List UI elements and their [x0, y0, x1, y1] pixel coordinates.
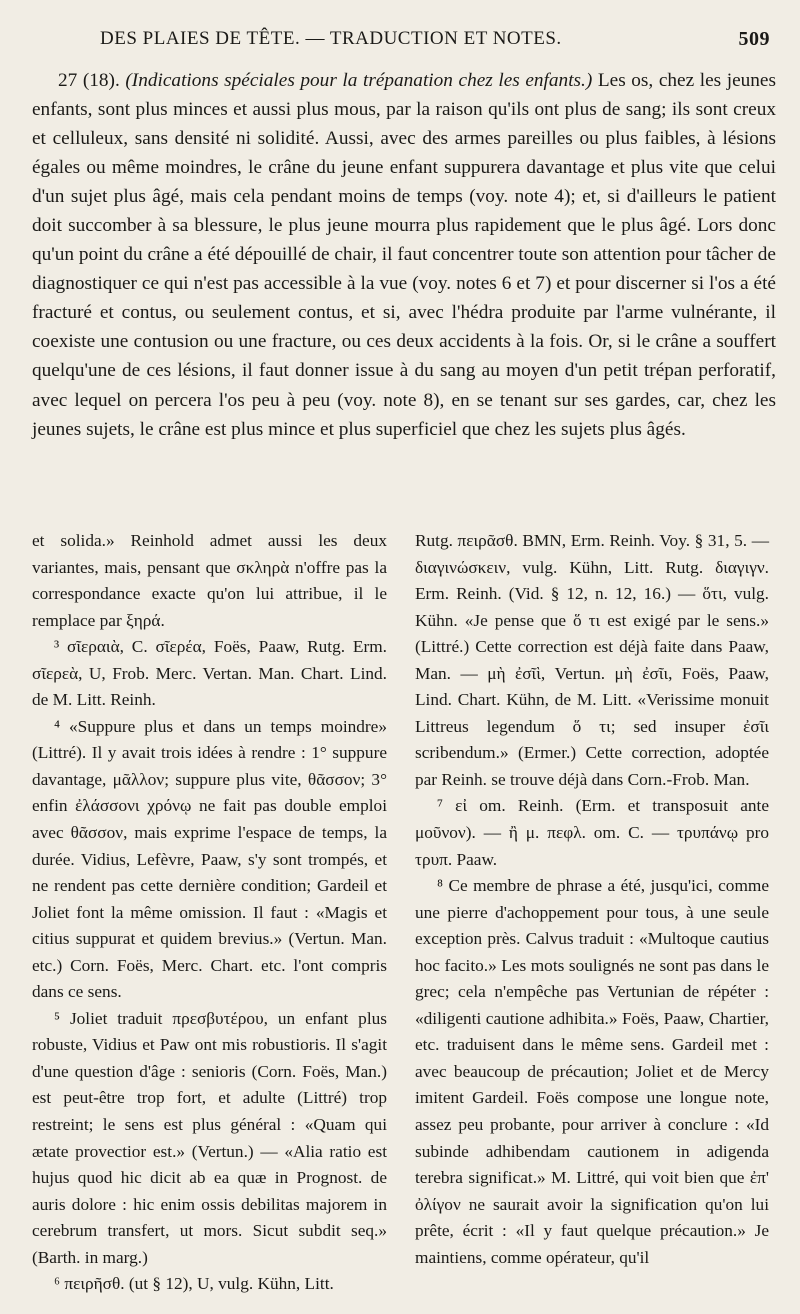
footnote-column-left: [32, 528, 387, 1298]
footnote-6-continued: Rutg. πειρᾶσθ. BMN, Erm. Reinh. Voy. § 31, 5. — διαγινώσκειν, vulg. Kühn, Litt. Rutg. διαγιγν. Erm. Reinh. (Vid. § 12, n. 12, 16.) — ὅτι, vulg. Kühn. «Je pense que ὅ τι est exigé par le sens.» (Littré.) Cette correction est déjà faite dans Paaw, Man. — μὴ ἐσῖὶ, Vertun. μὴ ἐσῖι, Foës, Paaw, Lind. Chart. Kühn, de M. Litt. «Verissime monuit Littreus legendum ὅ τι; sed insuper ἐσῖι scribendum.» (Ermer.) Cette correction, adoptée par Reinh. se trouve déjà dans Corn.-Frob. Man.: [415, 531, 769, 789]
footnote-4: ⁴ «Suppure plus et dans un temps moindre» (Littré). Il y avait trois idées à rendre : 1° suppure davantage, μᾶλλον; suppure plus vite, θᾶσσον; 3° enfin ἐλάσσονι χρόνῳ ne fait pas double emploi avec θᾶσσον, mais exprime l'espace de temps, la durée. Vidius, Lefèvre, Paaw, s'y sont trompés, et ne rendent pas cette dernière condition; Gardeil et Joliet font la même omission. Il faut : «Magis et citius suppurat et quidem brevius.» (Vertun. Man. etc.) Corn. Foës, Merc. Chart. etc. l'ont compris dans ce sens.: [32, 716, 387, 1002]
footnote-6: ⁶ πειρῆσθ. (ut § 12), U, vulg. Kühn, Litt.: [54, 1274, 334, 1294]
running-title: DES PLAIES DE TÊTE. — TRADUCTION ET NOTES.: [100, 28, 562, 49]
footnote-3: ³ σῖεραιὰ, C. σῖερέα, Foës, Paaw, Rutg. Erm. σῖερεὰ, U, Frob. Merc. Vertan. Man. Chart. Lind. de M. Litt. Reinh.: [32, 637, 387, 710]
footnote-7: ⁷ εἰ om. Reinh. (Erm. et transposuit ante μοῦνον). — ἢ μ. πεφλ. om. C. — τρυπάνῳ pro τρυπ. Paaw.: [415, 796, 769, 869]
footnote-8: ⁸ Ce membre de phrase a été, jusqu'ici, comme une pierre d'achoppement pour tous, à une seule exception près. Calvus traduit : «Multoque cautius hoc facito.» Les mots soulignés ne sont pas dans le grec; cela n'empêche pas Vertunian de répéter : «diligenti cautione adhibita.» Foës, Paaw, Chartier, etc. traduisent dans le même sens. Gardeil met : avec beaucoup de précaution; Joliet et de Mercy imitent Gardeil. Foës compose une longue note, assez peu probante, pour arriver à conclure : «Id subinde adhibendam cautionem in adigenda terebra significat.» M. Littré, qui voit bien que ἐπ' ὀλίγον ne saurait avoir la signification qu'on lui prête, écrit : «Il y faut quelque précaution.» Je maintiens, comme opérateur, qu'il: [415, 876, 769, 1267]
paragraph-text: Les os, chez les jeunes enfants, sont plus minces et aussi plus mous, par la raison qu'ils ont plus de sang; ils sont creux et celluleux, sans densité ni solidité. Aussi, avec des armes pareilles ou plus faibles, à lésions égales ou même moindres, le crâne du jeune enfant suppurera davantage et plus vite que celui d'un sujet plus âgé, mais cela pendant moins de temps (voy. note 4); et, si d'ailleurs le patient doit succomber à sa blessure, le plus jeune mourra plus rapidement que le plus âgé. Lors donc qu'un point du crâne a été dépouillé de chair, il faut concentrer toute son attention pour tâcher de diagnostiquer ce qui n'est pas accessible à la vue (voy. notes 6 et 7) et pour discerner si l'os a été fracturé et contus, ou seulement contus, et si, avec l'hédra produite par l'arme vulnérante, il coexiste une contusion ou une fracture, ou ces deux accidents à la fois. Or, si le crâne a souffert quelqu'une de ces lésions, il faut donner issue à du sang au moyen d'un petit trépan perforatif, avec lequel on percera l'os peu à peu (voy. note 8), en se tenant sur ses gardes, car, chez les jeunes sujets, le crâne est plus mince et plus superficiel que chez les sujets plus âgés.: [32, 70, 776, 440]
paragraph-ref: (18).: [82, 70, 120, 91]
footnote-column-right: [415, 528, 769, 1271]
page-number: 509: [738, 28, 770, 50]
footnote-continuation: et solida.» Reinhold admet aussi les deux variantes, mais, pensant que σκληρὰ n'offre pas la correspondance exacte qu'on lui attribue, il le remplace par ξηρά.: [32, 531, 387, 630]
main-paragraph: [32, 66, 776, 444]
page-header: [32, 28, 770, 62]
paragraph-heading: (Indications spéciales pour la trépanation chez les enfants.): [125, 70, 593, 91]
footnote-5: ⁵ Joliet traduit πρεσβυτέρου, un enfant plus robuste, Vidius et Paw ont mis robustioris. Il s'agit d'une question d'âge : senioris (Corn. Foës, Man.) est peut-être trop fort, et adulte (Littré) trop restreint; le sens est plus général : «Quam qui ætate provectior est.» (Vertun.) — «Alia ratio est hujus quod hic dicit ab ea quæ in Prognost. de auris dolore : hic enim ossis debilitas majorem in cerebrum transfert, ut mors. Sicut subdit seq.» (Barth. in marg.): [32, 1008, 387, 1267]
footnotes: [0, 528, 800, 1308]
paragraph-number: 27: [58, 70, 78, 91]
